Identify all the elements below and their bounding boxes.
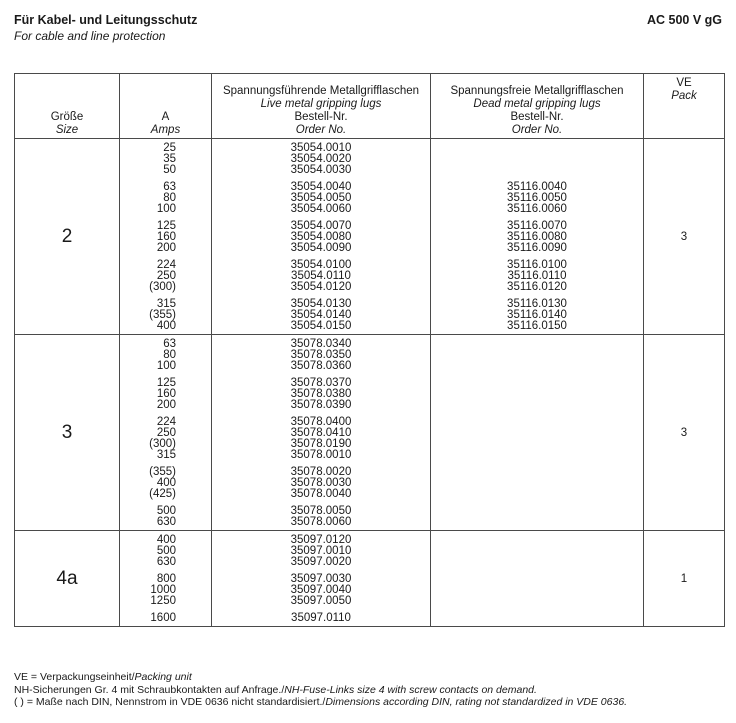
order-number — [431, 489, 643, 500]
amps-value: (300) — [149, 438, 176, 450]
live-cell — [212, 139, 431, 335]
amps-value: 160 — [156, 231, 176, 243]
order-number — [431, 517, 643, 528]
col-header-amps: A Amps — [120, 74, 212, 139]
amps-value: 400 — [156, 320, 176, 332]
live-cell — [212, 335, 431, 531]
pack-cell: 3 — [644, 335, 725, 531]
order-number — [431, 467, 643, 478]
order-number: 35054.0040 — [290, 181, 352, 193]
order-number — [431, 339, 643, 350]
amps-value: 100 — [156, 360, 176, 372]
amps-value: (355) — [149, 466, 176, 478]
order-number: 35054.0130 — [290, 298, 352, 310]
size-cell: 4a — [15, 531, 120, 627]
order-number — [431, 506, 643, 517]
order-number: 35116.0110 — [507, 270, 567, 282]
order-number — [431, 165, 643, 176]
amps-value: 500 — [156, 545, 176, 557]
pack-cell: 1 — [644, 531, 725, 627]
amps-value: 125 — [156, 377, 176, 389]
order-number: 35097.0120 — [290, 534, 352, 546]
order-number — [431, 596, 643, 607]
order-number — [431, 350, 643, 361]
amps-value: 80 — [163, 349, 176, 361]
order-number — [431, 154, 643, 165]
page-subtitle: For cable and line protection — [14, 29, 166, 43]
order-number: 35054.0110 — [291, 270, 351, 282]
amps-value: 630 — [156, 556, 176, 568]
order-number: 35054.0030 — [290, 164, 352, 176]
order-number: 35078.0390 — [290, 399, 352, 411]
order-number: 35116.0070 — [507, 220, 567, 232]
dead-cell — [431, 335, 644, 531]
page-title: Für Kabel- und Leitungsschutz — [14, 13, 198, 27]
order-number — [431, 400, 643, 411]
amps-value: 500 — [156, 505, 176, 517]
rating-label: AC 500 V gG — [646, 13, 722, 27]
amps-value: 315 — [156, 449, 176, 461]
amps-value: 160 — [156, 388, 176, 400]
amps-value: 25 — [163, 142, 176, 154]
amps-value: 80 — [163, 192, 176, 204]
amps-cell — [120, 531, 212, 627]
col-header-size: Größe Size — [15, 74, 120, 139]
amps-cell — [120, 139, 212, 335]
order-number: 35078.0060 — [290, 516, 352, 528]
order-number: 35097.0010 — [290, 545, 352, 557]
order-number: 35054.0010 — [290, 142, 352, 154]
order-number: 35116.0040 — [507, 181, 567, 193]
order-number: 35054.0150 — [290, 320, 352, 332]
order-number — [431, 585, 643, 596]
amps-value: 800 — [156, 573, 176, 585]
amps-value: 250 — [156, 270, 176, 282]
order-number: 35054.0070 — [290, 220, 352, 232]
order-number: 35078.0050 — [290, 505, 352, 517]
order-number: 35078.0360 — [290, 360, 352, 372]
amps-value: (355) — [149, 309, 176, 321]
amps-value: 63 — [163, 181, 176, 193]
order-number — [431, 417, 643, 428]
order-number: 35116.0060 — [507, 203, 567, 215]
live-cell — [212, 531, 431, 627]
amps-value: (300) — [149, 281, 176, 293]
table-header-row — [15, 74, 725, 139]
order-number: 35054.0140 — [290, 309, 352, 321]
order-number: 35054.0120 — [290, 281, 352, 293]
table-row — [15, 139, 725, 335]
dead-cell — [431, 139, 644, 335]
amps-cell — [120, 335, 212, 531]
amps-value: (425) — [149, 488, 176, 500]
order-number: 35097.0110 — [291, 612, 351, 624]
order-number: 35097.0040 — [290, 584, 352, 596]
footnote: ( ) = Maße nach DIN, Nennstrom in VDE 0636 nicht standardisiert./Dimensions according DIN, rating not standardized in VDE 0636. — [14, 696, 628, 708]
order-number: 35078.0190 — [290, 438, 352, 450]
order-number: 35078.0410 — [290, 427, 352, 439]
order-number — [431, 478, 643, 489]
order-number — [431, 574, 643, 585]
size-cell: 2 — [15, 139, 120, 335]
order-number: 35078.0370 — [290, 377, 352, 389]
order-number: 35054.0090 — [290, 242, 352, 254]
amps-value: 50 — [163, 164, 176, 176]
order-number: 35097.0030 — [290, 573, 352, 585]
order-number — [431, 450, 643, 461]
order-number: 35116.0130 — [507, 298, 567, 310]
order-number: 35078.0400 — [290, 416, 352, 428]
footnote: VE = Verpackungseinheit/Packing unit — [14, 671, 192, 683]
order-number — [431, 535, 643, 546]
amps-value: 1000 — [150, 584, 176, 596]
order-number — [431, 389, 643, 400]
amps-value: 63 — [163, 338, 176, 350]
order-number: 35078.0340 — [290, 338, 352, 350]
order-number: 35116.0080 — [507, 231, 567, 243]
order-number: 35116.0050 — [507, 192, 567, 204]
order-number — [431, 557, 643, 568]
order-number — [431, 143, 643, 154]
dead-cell — [431, 531, 644, 627]
amps-value: 1250 — [150, 595, 176, 607]
size-cell: 3 — [15, 335, 120, 531]
table-row — [15, 335, 725, 531]
order-number: 35116.0140 — [507, 309, 567, 321]
amps-value: 630 — [156, 516, 176, 528]
order-number: 35054.0080 — [290, 231, 352, 243]
order-number: 35116.0090 — [507, 242, 567, 254]
table-row — [15, 531, 725, 627]
order-number: 35116.0150 — [507, 320, 567, 332]
amps-value: 1600 — [150, 612, 176, 624]
order-number: 35078.0040 — [290, 488, 352, 500]
order-number: 35078.0010 — [290, 449, 352, 461]
order-number: 35078.0380 — [290, 388, 352, 400]
order-number — [431, 428, 643, 439]
order-number: 35054.0050 — [290, 192, 352, 204]
fuse-table — [14, 73, 725, 627]
order-number: 35054.0020 — [290, 153, 352, 165]
amps-value: 250 — [156, 427, 176, 439]
order-number — [431, 613, 643, 624]
amps-value: 224 — [156, 259, 176, 271]
amps-value: 100 — [156, 203, 176, 215]
order-number — [431, 439, 643, 450]
order-number: 35054.0060 — [290, 203, 352, 215]
order-number — [431, 361, 643, 372]
order-number: 35078.0020 — [290, 466, 352, 478]
col-header-pack: VE Pack — [644, 74, 725, 139]
order-number: 35078.0350 — [290, 349, 352, 361]
order-number: 35078.0030 — [290, 477, 352, 489]
amps-value: 125 — [156, 220, 176, 232]
order-number: 35054.0100 — [290, 259, 352, 271]
amps-value: 315 — [156, 298, 176, 310]
order-number — [431, 378, 643, 389]
order-number — [431, 546, 643, 557]
col-header-live-lugs: Spannungsführende Metallgrifflaschen Live metal gripping lugs Bestell-Nr. Order No. — [212, 74, 431, 139]
amps-value: 200 — [156, 242, 176, 254]
footnotes — [14, 671, 627, 709]
order-number: 35116.0120 — [507, 281, 567, 293]
order-number: 35097.0050 — [290, 595, 352, 607]
amps-value: 400 — [156, 477, 176, 489]
amps-value: 200 — [156, 399, 176, 411]
order-number: 35097.0020 — [290, 556, 352, 568]
amps-value: 400 — [156, 534, 176, 546]
order-number: 35116.0100 — [507, 259, 567, 271]
amps-value: 35 — [163, 153, 176, 165]
footnote: NH-Sicherungen Gr. 4 mit Schraubkontakten auf Anfrage./NH-Fuse-Links size 4 with screw contacts on demand. — [14, 683, 537, 696]
pack-cell: 3 — [644, 139, 725, 335]
amps-value: 224 — [156, 416, 176, 428]
col-header-dead-lugs: Spannungsfreie Metallgrifflaschen Dead metal gripping lugs Bestell-Nr. Order No. — [431, 74, 644, 139]
